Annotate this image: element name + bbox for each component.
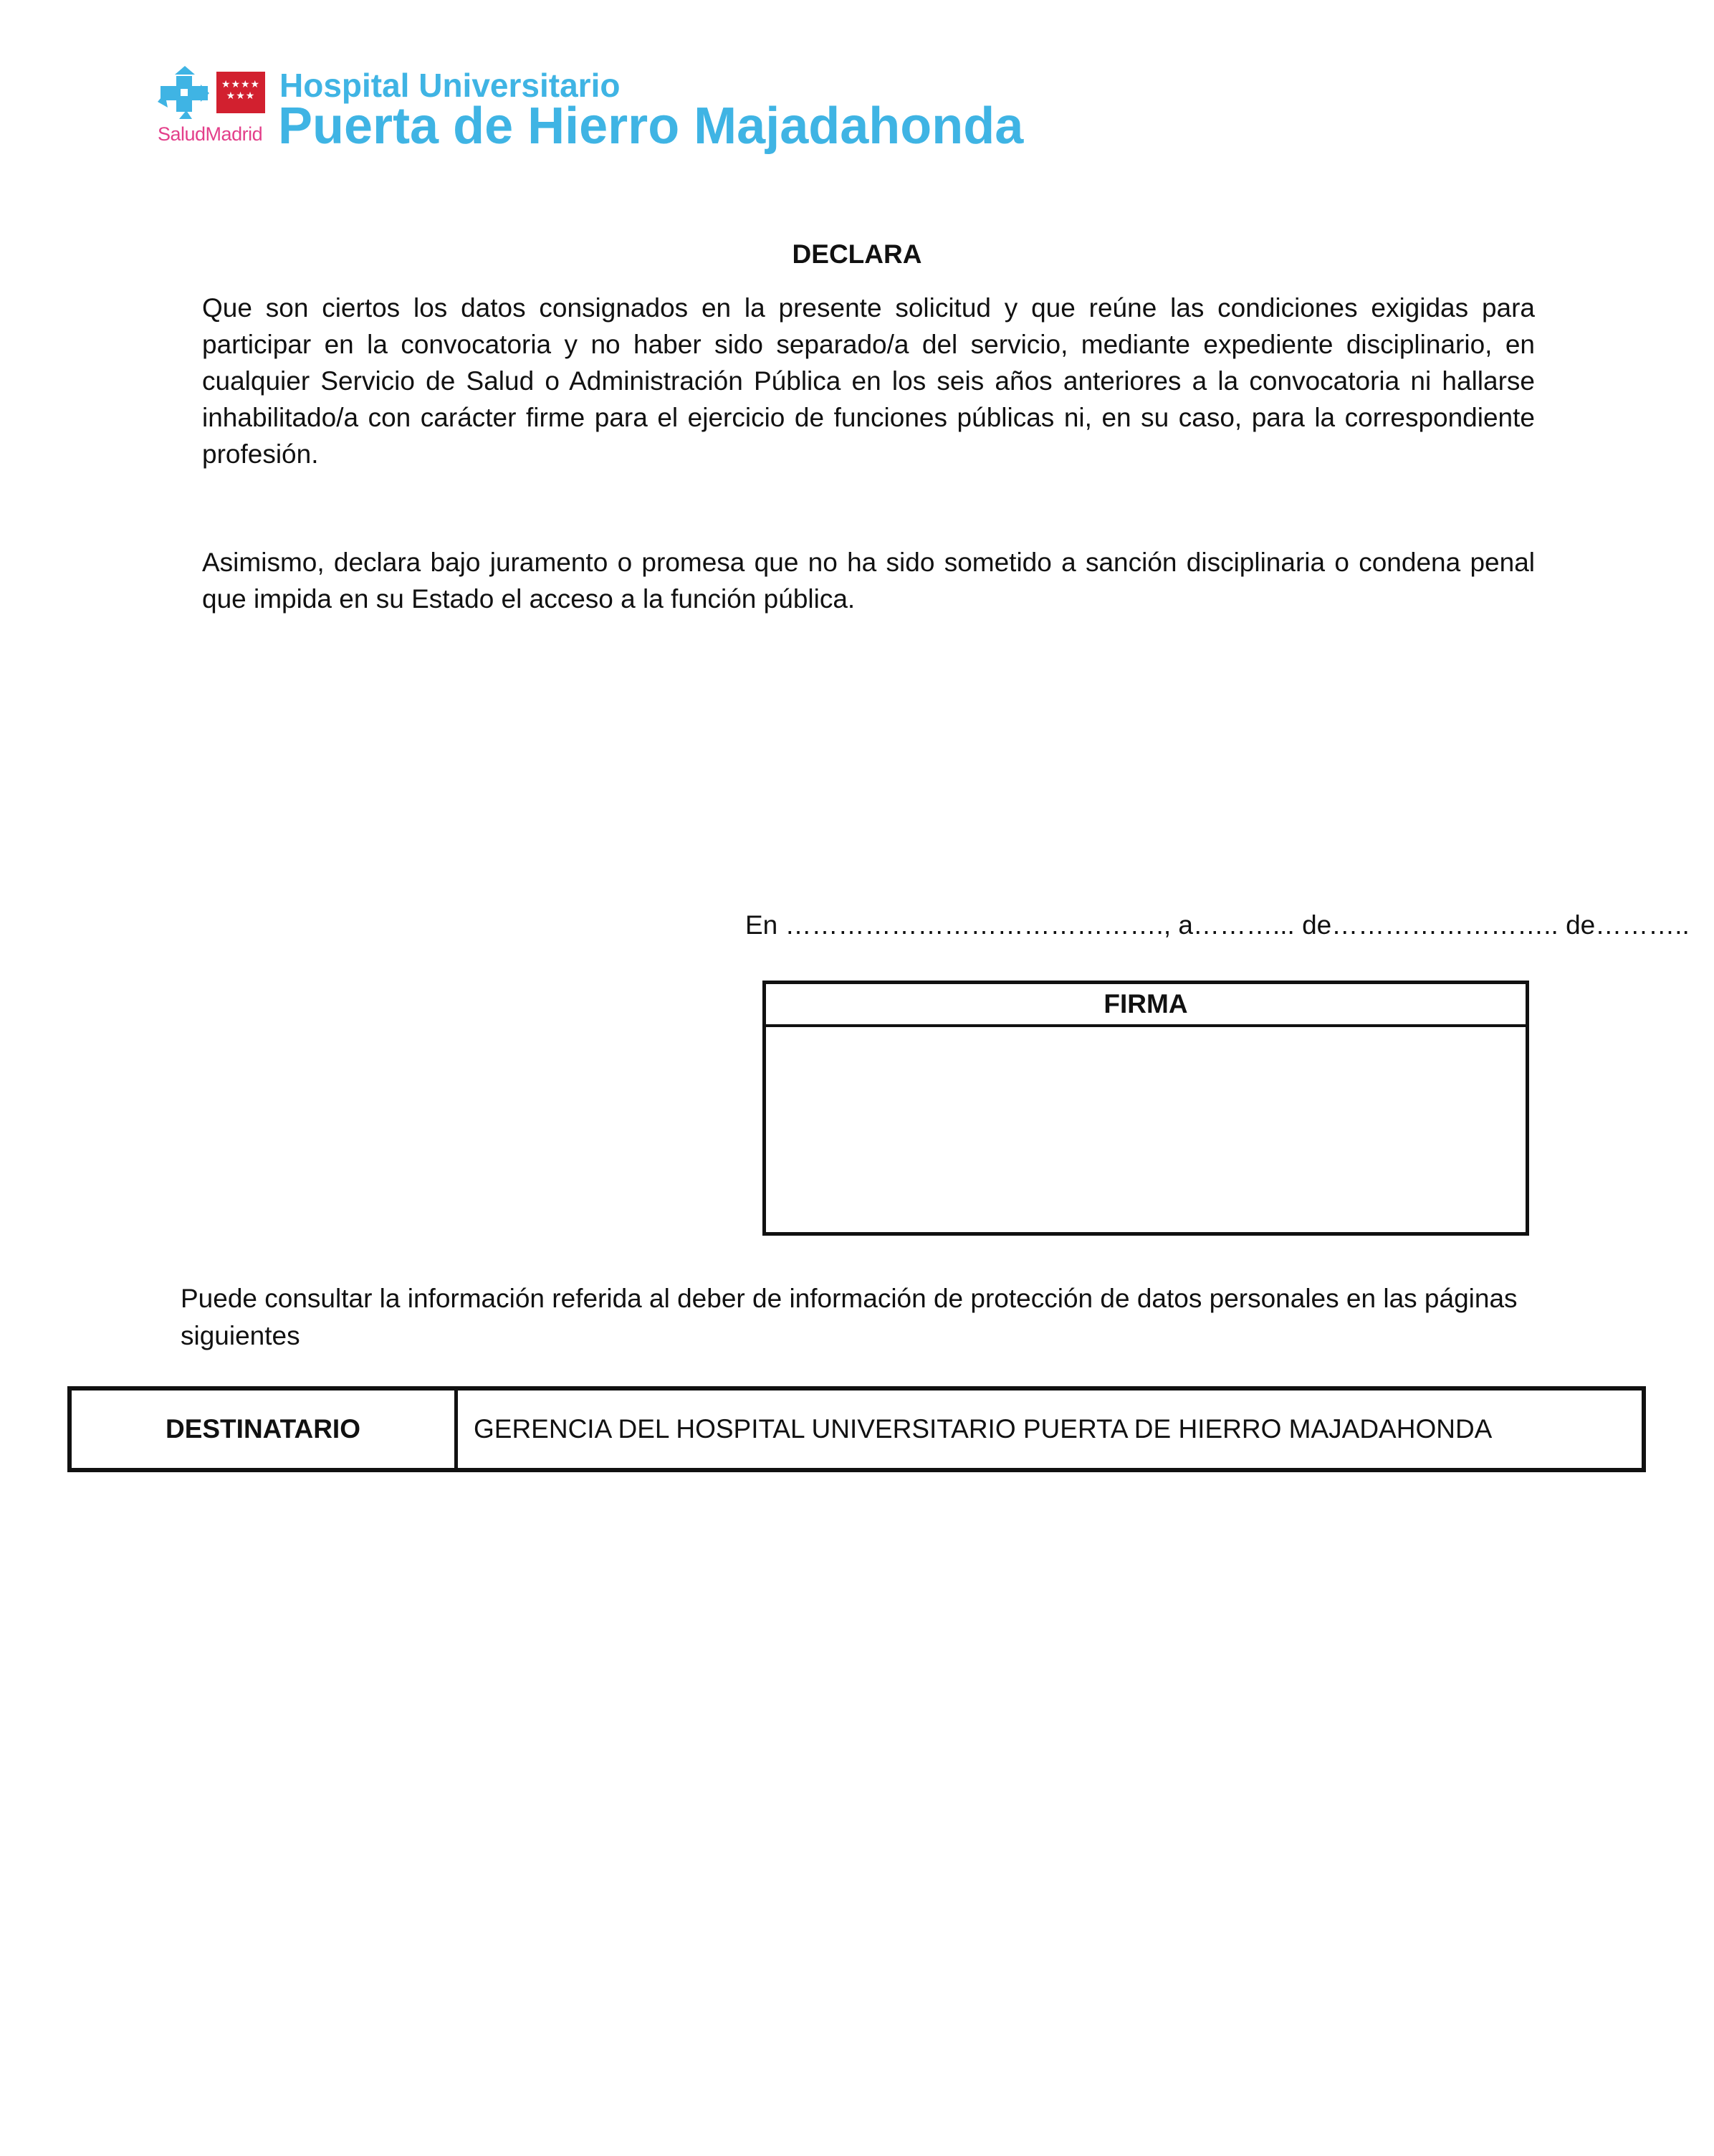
madrid-flag-icon: ★★★★ ★★★ <box>216 72 265 113</box>
declaration-paragraph-1: Que son ciertos los datos consignados en la presente solicitud y que reúne las condiciones exigidas para participar en la convocatoria y no haber sido separado/a del servicio, mediante expediente disciplinario, en cualquier Servicio de Salud o Administración Pública en los seis años anteriores a la convocatoria ni hallarse inhabilitado/a con carácter firme para el ejercicio de funciones públicas ni, en su caso, para la correspondiente profesión. <box>202 293 1535 469</box>
data-protection-note: Puede consultar la información referida al deber de información de protección de datos personales en las páginas siguientes <box>181 1284 1518 1350</box>
declaration-heading: DECLARA <box>792 239 922 269</box>
hospital-name-line1: Hospital Universitario <box>279 67 621 104</box>
hospital-logo <box>158 66 1089 159</box>
salud-madrid-wordmark: SaludMadrid <box>158 123 263 145</box>
signature-label: FIRMA <box>766 984 1526 1027</box>
salud-madrid-cross-icon <box>158 66 212 119</box>
declaration-paragraph-2: Asimismo, declara bajo juramento o promesa que no ha sido sometido a sanción disciplinaria o condena penal que impida en su Estado el acceso a la función pública. <box>202 548 1535 614</box>
recipient-table <box>67 1386 1646 1472</box>
place-date-line[interactable]: En ……………………………………., a………... de…………………….. de……….. <box>745 910 1690 940</box>
signature-box[interactable] <box>762 981 1529 1236</box>
recipient-label: DESTINATARIO <box>72 1391 458 1468</box>
recipient-value: GERENCIA DEL HOSPITAL UNIVERSITARIO PUERTA DE HIERRO MAJADAHONDA <box>474 1414 1493 1444</box>
hospital-name-line2: Puerta de Hierro Majadahonda <box>278 97 1024 155</box>
